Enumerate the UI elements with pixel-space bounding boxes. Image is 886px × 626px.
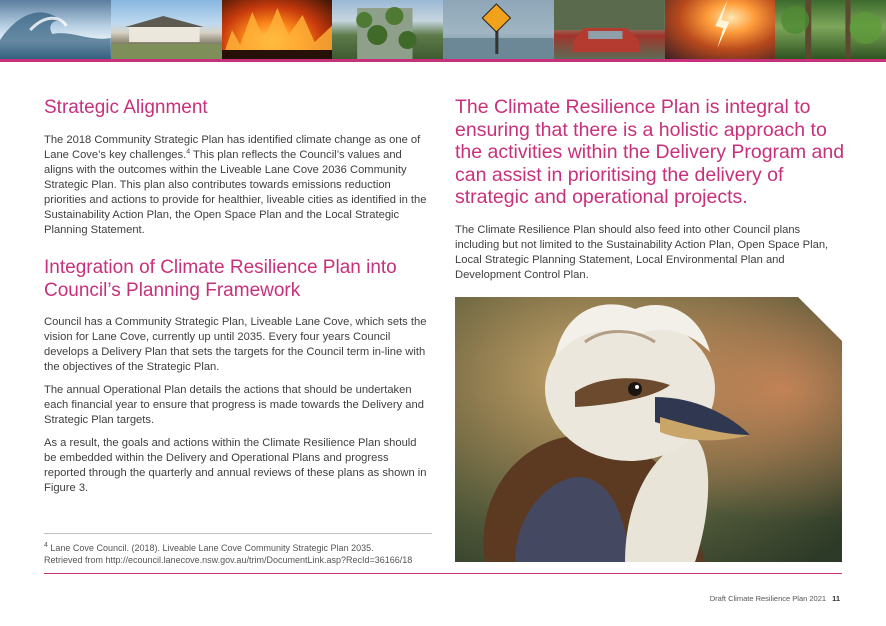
left-column	[44, 96, 432, 496]
paragraph-strategic-plan: Council has a Community Strategic Plan, Liveable Lane Cove, which sets the vision for Lane Cove, currently up until 2035. Every four years Council develops a Delivery Plan that sets the targets for the Council term in-line with the objectives of the Strategic Plan.	[44, 316, 427, 373]
banner-divider	[0, 59, 886, 62]
paragraph-strategic-alignment	[44, 133, 432, 238]
flood-sign-photo	[443, 0, 554, 59]
footer-divider	[44, 573, 842, 574]
page-footer	[710, 594, 840, 603]
paragraph-text: This plan reflects the Council’s values and aligns with the outcomes within the Liveable Lane Cove 2036 Community Strategic Plan. This plan also contributes towards emissions reduction priorities and actions to provide for healthier, liveable cities as identified in the Sustainability Action Plan, the Open Space Plan and the Local Strategic Planning Statement.	[44, 149, 427, 236]
footnote-marker: 4	[44, 542, 48, 549]
right-column	[455, 96, 845, 283]
pull-quote: The Climate Resilience Plan is integral to ensuring that there is a holistic approach to the activities within the Delivery Program and can assist in prioritising the delivery of strategic and operational projects.	[455, 96, 845, 208]
storm-damaged-car-photo	[554, 0, 665, 59]
heading-strategic-alignment: Strategic Alignment	[44, 97, 208, 118]
wave-photo	[0, 0, 111, 59]
document-title: Draft Climate Resilience Plan 2021	[709, 594, 827, 603]
paragraph-embedding: As a result, the goals and actions within the Climate Resilience Plan should be embedded within the Delivery and Operational Plans and progress reported through the quarterly and annual reviews of these plans as shown in Figure 3.	[44, 437, 427, 494]
page-number: 11	[832, 594, 840, 603]
footnote	[44, 542, 444, 566]
footnote-reference[interactable]: 4	[186, 148, 191, 156]
lightning-photo	[665, 0, 776, 59]
flooded-house-photo	[111, 0, 222, 59]
heading-integration: Integration of Climate Resilience Plan into Council’s Planning Framework	[44, 257, 397, 301]
green-building-photo	[332, 0, 443, 59]
rainforest-photo	[775, 0, 886, 59]
footnote-line	[44, 542, 444, 554]
footnote-url[interactable]: Retrieved from http://ecouncil.lanecove.nsw.gov.au/trim/DocumentLink.asp?RecId=36166/18	[44, 555, 413, 565]
kookaburra-photo	[455, 297, 842, 562]
header-banner	[0, 0, 886, 59]
paragraph-text: The 2018 Community Strategic Plan has identified climate change as one of Lane Cove’s key challenges.	[44, 134, 421, 161]
bushfire-photo	[222, 0, 333, 59]
footnote-citation: Lane Cove Council. (2018). Liveable Lane Cove Community Strategic Plan 2035.	[47, 543, 374, 553]
paragraph-other-plans: The Climate Resilience Plan should also feed into other Council plans including but not limited to the Sustainability Action Plan, Open Space Plan, Local Strategic Planning Statement, Local Environmental Plan and Development Control Plan.	[455, 223, 829, 281]
paragraph-operational-plan: The annual Operational Plan details the actions that should be undertaken each financial year to ensure that progress is made towards the Delivery and Strategic Plan targets.	[44, 384, 424, 426]
footnote-divider	[44, 533, 432, 534]
